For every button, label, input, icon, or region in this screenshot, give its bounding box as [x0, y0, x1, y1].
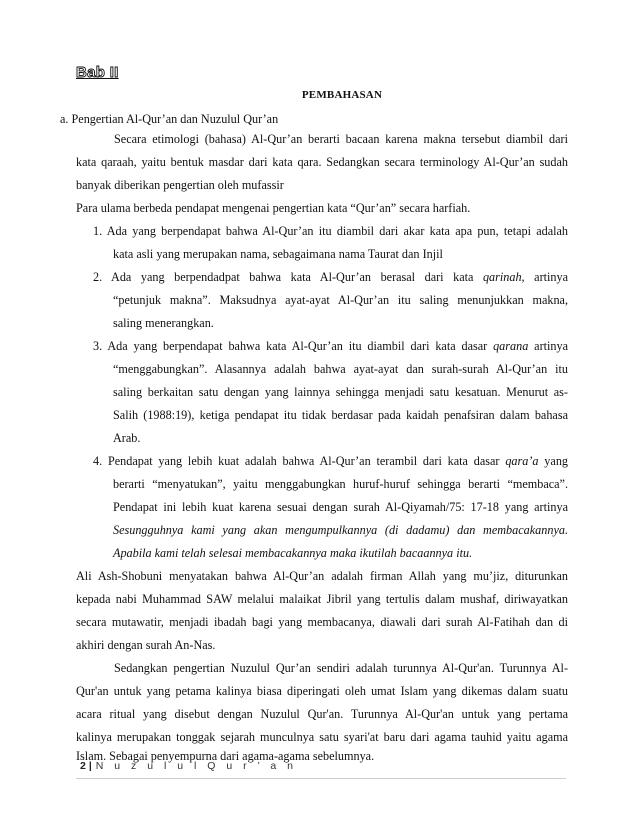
- paragraph-line: Apabila kami telah selesai membacakannya maka ikutilah bacaannya itu.: [113, 546, 473, 560]
- paragraph-line: kata asli yang merupakan nama, sebagaimana nama Taurat dan Injil: [113, 247, 443, 261]
- paragraph-line: 1. Ada yang berpendapat bahwa Al-Qur’an itu diambil dari akar kata apa pun, tetapi adalah: [93, 224, 568, 238]
- section-title: PEMBAHASAN: [301, 89, 383, 101]
- paragraph-line: 2. Ada yang berpendadpat bahwa kata Al-Qur’an berasal dari kata qarinah, artinya: [93, 270, 568, 284]
- paragraph-line: Ali Ash-Shobuni menyatakan bahwa Al-Qur’an adalah firman Allah yang mu’jiz, diturunkan: [76, 569, 568, 583]
- paragraph-line: Salih (1988:19), ketiga pendapat itu tidak berdasar pada kaidah penafsiran dalam bahasa: [113, 408, 568, 422]
- paragraph-line: Para ulama berbeda pendapat mengenai pengertian kata “Qur’an” secara harfiah.: [76, 201, 471, 215]
- footer-book-title: N u z u l u l Q u r ’ a n: [95, 760, 297, 772]
- paragraph-line: Pendapat ini lebih kuat karena sesuai dengan surah Al-Qiyamah/75: 17-18 yang artinya: [113, 500, 568, 514]
- paragraph-line: Secara etimologi (bahasa) Al-Qur’an berarti bacaan karena makna tersebut diambil dari: [114, 132, 568, 146]
- paragraph-line: kepada nabi Muhammad SAW melalui malaikat Jibril yang tertulis dalam mushaf, diriwayatkan: [76, 592, 568, 606]
- paragraph-line: a. Pengertian Al-Qur’an dan Nuzulul Qur’an: [60, 112, 279, 126]
- paragraph-line: kalinya merupakan tonggak sejarah munculnya satu syari'at baru dari agama tauhid yaitu agama: [76, 730, 568, 744]
- footer-rule: [76, 778, 566, 779]
- paragraph-line: banyak diberikan pengertian oleh mufassir: [76, 178, 284, 192]
- paragraph-line: “menggabungkan”. Alasannya adalah bahwa ayat-ayat dan surah-surah Al-Qur’an itu: [113, 362, 568, 376]
- paragraph-line: acara ritual yang disebut dengan Nuzulul Qur'an. Turunnya Al-Qur'an untuk yang pertama: [76, 707, 568, 721]
- paragraph-line: “petunjuk makna”. Maksudnya ayat-ayat Al-Qur’an itu saling menunjukkan makna,: [113, 293, 568, 307]
- footer-separator: |: [88, 760, 92, 772]
- paragraph-line: 3. Ada yang berpendapat bahwa kata Al-Qur’an itu diambil dari kata dasar qarana artinya: [93, 339, 568, 353]
- chapter-heading: Bab II: [76, 64, 119, 81]
- page-footer: [80, 760, 297, 772]
- paragraph-line: Qur'an untuk yang petama kalinya biasa diperingati oleh umat Islam yang dikemas dalam suatu: [76, 684, 568, 698]
- paragraph-line: secara mutawatir, menjadi ibadah bagi yang membacanya, diawali dari surah Al-Fatihah dan di: [76, 615, 568, 629]
- paragraph-line: saling berkaitan satu dengan yang lainnya sehingga menjadi satu kesatuan. Menurut as-: [113, 385, 568, 399]
- paragraph-line: saling menerangkan.: [113, 316, 214, 330]
- paragraph-line: akhiri dengan surah An-Nas.: [76, 638, 216, 652]
- page-number: 2: [80, 760, 86, 772]
- paragraph-line: berarti “menyatukan”, yaitu menggabungkan huruf-huruf sehingga berarti “membaca”.: [113, 477, 568, 491]
- paragraph-line: Sesungguhnya kami yang akan mengumpulkannya (di dadamu) dan membacakannya.: [113, 523, 568, 537]
- paragraph-line: Arab.: [113, 431, 141, 445]
- paragraph-line: Islam. Sebagai penyempurna dari agama-agama sebelumnya.: [76, 749, 375, 763]
- paragraph-line: kata qaraah, yaitu bentuk masdar dari kata qara. Sedangkan secara terminology Al-Qur’an sudah: [76, 155, 568, 169]
- paragraph-line: Sedangkan pengertian Nuzulul Qur’an sendiri adalah turunnya Al-Qur'an. Turunnya Al-: [114, 661, 568, 675]
- paragraph-line: 4. Pendapat yang lebih kuat adalah bahwa Al-Qur’an terambil dari kata dasar qara’a yang: [93, 454, 569, 468]
